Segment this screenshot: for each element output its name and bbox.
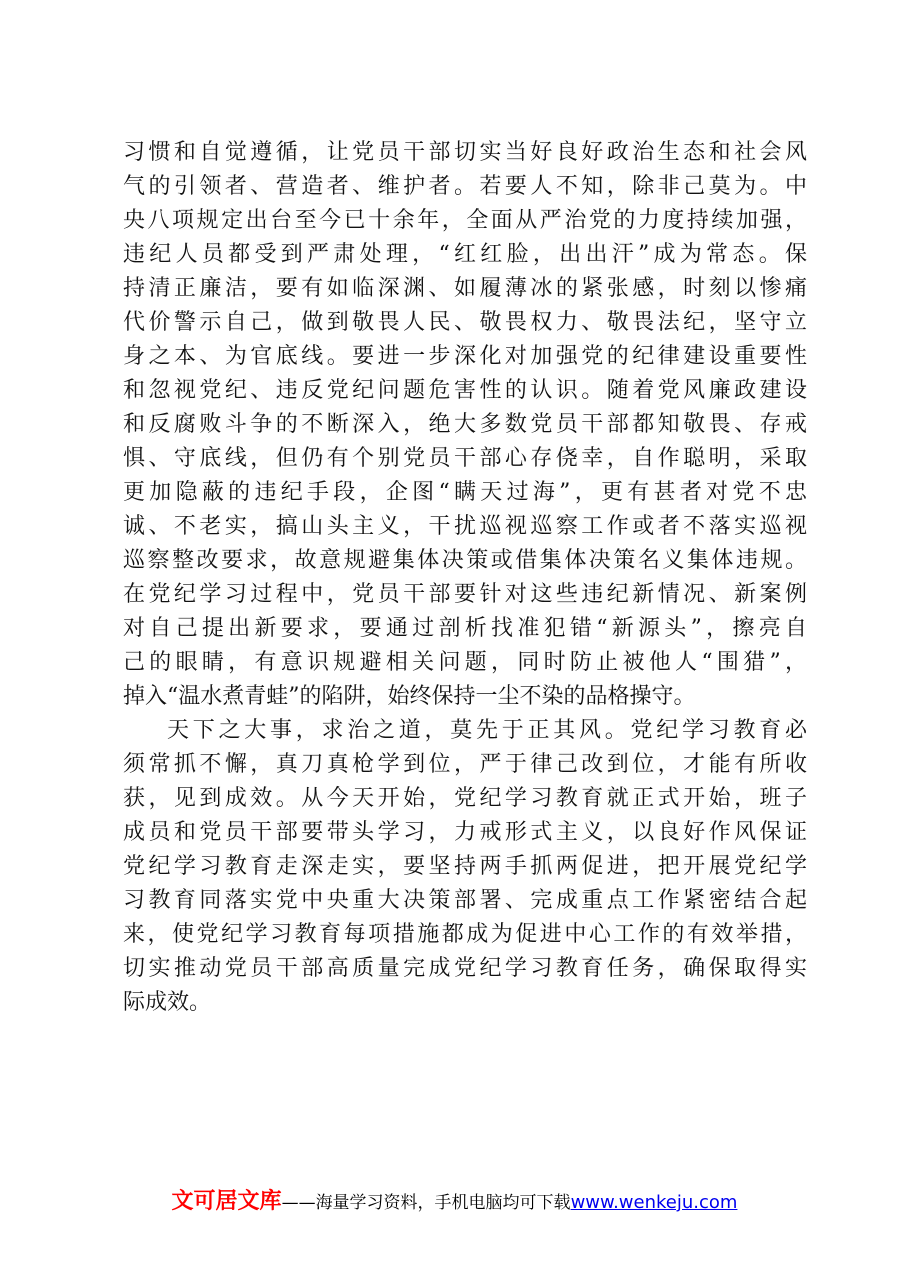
text-line: 习惯和自觉遵循，让党员干部切实当好良好政治生态和社会风 <box>123 140 807 165</box>
text-line: 代价警示自己，做到敬畏人民、敬畏权力、敬畏法纪，坚守立 <box>123 310 807 335</box>
text-line: 对自己提出新要求，要通过剖析找准犯错“新源头”，擦亮自 <box>123 616 807 641</box>
text-line: 在党纪学习过程中，党员干部要针对这些违纪新情况、新案例 <box>123 582 807 607</box>
text-line: 巡察整改要求，故意规避集体决策或借集体决策名义集体违规。 <box>123 548 807 573</box>
document-body <box>123 136 807 1020</box>
text-line: 身之本、为官底线。要进一步深化对加强党的纪律建设重要性 <box>123 344 807 369</box>
paragraph-2 <box>123 714 807 1020</box>
text-line: 惧、守底线，但仍有个别党员干部心存侥幸，自作聪明，采取 <box>123 446 807 471</box>
text-line: 持清正廉洁，要有如临深渊、如履薄冰的紧张感，时刻以惨痛 <box>123 276 807 301</box>
text-line: 际成效。 <box>123 990 212 1015</box>
text-line: 诚、不老实，搞山头主义，干扰巡视巡察工作或者不落实巡视 <box>123 514 807 539</box>
footer-banner <box>0 1184 909 1215</box>
footer-brand: 文可居文库 <box>171 1189 282 1214</box>
text-line: 切实推动党员干部高质量完成党纪学习教育任务，确保取得实 <box>123 956 807 981</box>
text-line: 央八项规定出台至今已十余年，全面从严治党的力度持续加强， <box>123 208 807 233</box>
text-line: 掉入“温水煮青蛙”的陷阱，始终保持一尘不染的品格操守。 <box>123 684 696 709</box>
footer-tagline: ——海量学习资料，手机电脑均可下载 <box>281 1193 571 1213</box>
text-line: 气的引领者、营造者、维护者。若要人不知，除非己莫为。中 <box>123 174 807 199</box>
text-line: 和忽视党纪、违反党纪问题危害性的认识。随着党风廉政建设 <box>123 378 807 403</box>
footer-site-link[interactable]: www.wenkeju.com <box>570 1192 738 1213</box>
text-line: 获，见到成效。从今天开始，党纪学习教育就正式开始，班子 <box>123 786 807 811</box>
text-line: 和反腐败斗争的不断深入，绝大多数党员干部都知敬畏、存戒 <box>123 412 807 437</box>
paragraph-1 <box>123 136 807 714</box>
text-line: 天下之大事，求治之道，莫先于正其风。党纪学习教育必 <box>167 718 807 743</box>
text-line: 成员和党员干部要带头学习，力戒形式主义，以良好作风保证 <box>123 820 807 845</box>
text-line: 须常抓不懈，真刀真枪学到位，严于律己改到位，才能有所收 <box>123 752 807 777</box>
text-line: 己的眼睛，有意识规避相关问题，同时防止被他人“围猎”， <box>123 650 807 675</box>
text-line: 更加隐蔽的违纪手段，企图“瞒天过海”，更有甚者对党不忠 <box>123 480 807 505</box>
text-line: 习教育同落实党中央重大决策部署、完成重点工作紧密结合起 <box>123 888 807 913</box>
text-line: 党纪学习教育走深走实，要坚持两手抓两促进，把开展党纪学 <box>123 854 807 879</box>
text-line: 违纪人员都受到严肃处理，“红红脸，出出汗”成为常态。保 <box>123 242 807 267</box>
text-line: 来，使党纪学习教育每项措施都成为促进中心工作的有效举措， <box>123 922 807 947</box>
